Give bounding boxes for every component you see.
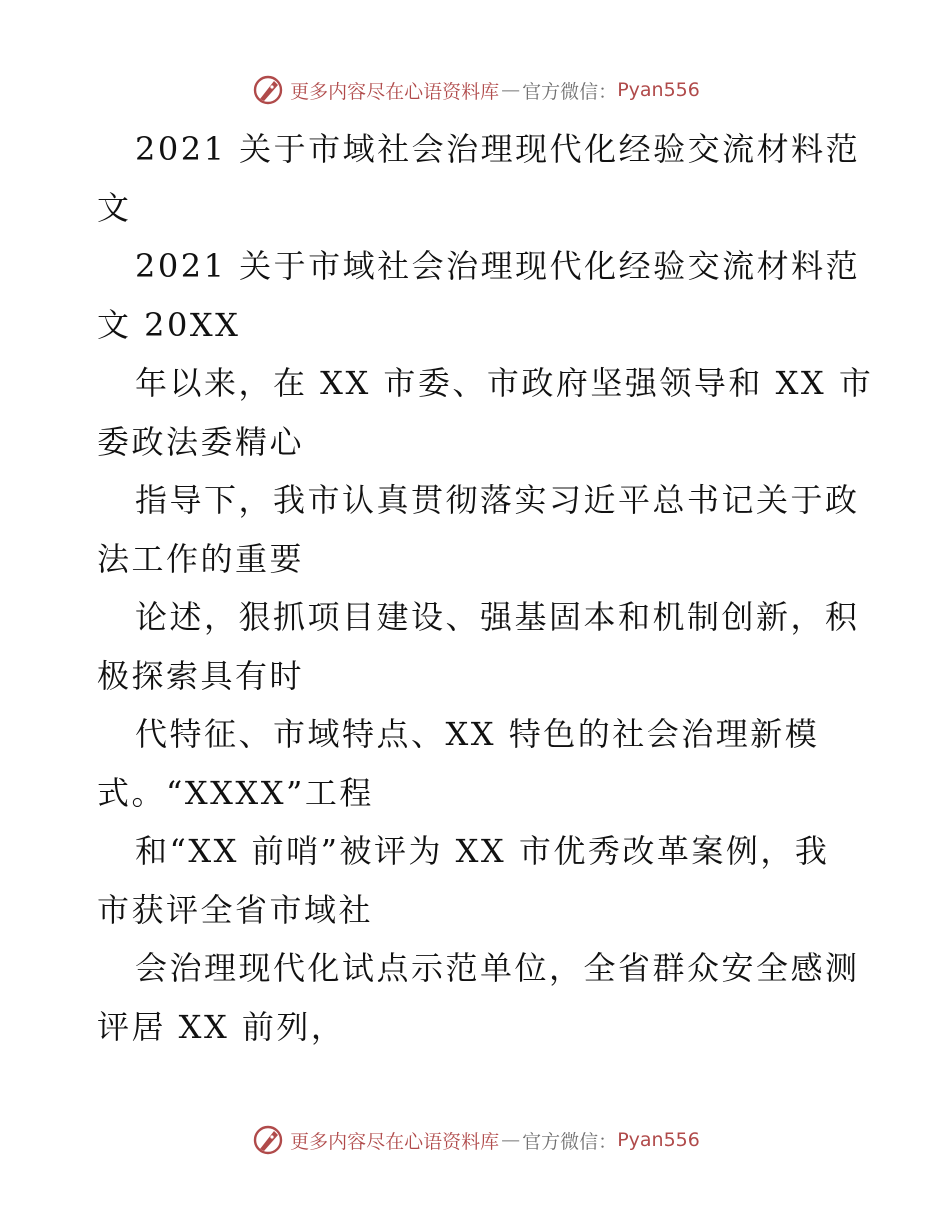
watermark-separator: — — [501, 79, 521, 101]
text-line: 法工作的重要 — [97, 539, 305, 578]
text-line: 文 20XX — [97, 305, 241, 344]
text-line: 论述，狠抓项目建设、强基固本和机制创新，积 — [135, 598, 860, 636]
paragraph — [97, 939, 860, 1056]
pen-nib-circle-icon — [250, 72, 286, 108]
text-line: 委政法委精心 — [97, 422, 305, 461]
footer-watermark — [0, 1120, 950, 1160]
watermark-label: 官方微信： — [522, 1130, 618, 1153]
paragraph — [97, 237, 861, 354]
text-line: 2021 关于市域社会治理现代化经验交流材料范 — [135, 247, 861, 285]
watermark-prefix: 更多内容尽在心语资料库 — [290, 1130, 500, 1153]
paragraph-title — [97, 120, 861, 237]
header-watermark — [0, 70, 950, 110]
text-line: 和“XX 前哨”被评为 XX 市优秀改革案例，我 — [135, 832, 830, 870]
watermark-wechat-id: Pyan556 — [617, 79, 700, 101]
paragraph — [97, 354, 874, 471]
text-line: 市获评全省市域社 — [97, 890, 374, 929]
text-line: 文 — [97, 188, 132, 227]
paragraph — [97, 588, 860, 705]
text-line: 评居 XX 前列， — [97, 1007, 346, 1046]
text-line: 2021 关于市域社会治理现代化经验交流材料范 — [135, 130, 861, 168]
text-line: 年以来，在 XX 市委、市政府坚强领导和 XX 市 — [135, 364, 874, 402]
watermark-wechat-id: Pyan556 — [617, 1129, 700, 1151]
watermark-prefix: 更多内容尽在心语资料库 — [290, 80, 500, 103]
text-line: 会治理现代化试点示范单位，全省群众安全感测 — [135, 949, 860, 987]
watermark-label: 官方微信： — [522, 80, 618, 103]
paragraph — [97, 471, 860, 588]
pen-nib-circle-icon — [250, 1122, 286, 1158]
document-body — [97, 120, 874, 1056]
paragraph — [97, 822, 857, 939]
text-line: 指导下，我市认真贯彻落实习近平总书记关于政 — [135, 481, 860, 519]
text-line: 极探索具有时 — [97, 656, 305, 695]
text-line: 式。“XXXX”工程 — [97, 773, 374, 812]
paragraph — [97, 705, 857, 822]
watermark-separator: — — [501, 1129, 521, 1151]
text-line: 代特征、市域特点、XX 特色的社会治理新模 — [135, 715, 820, 753]
